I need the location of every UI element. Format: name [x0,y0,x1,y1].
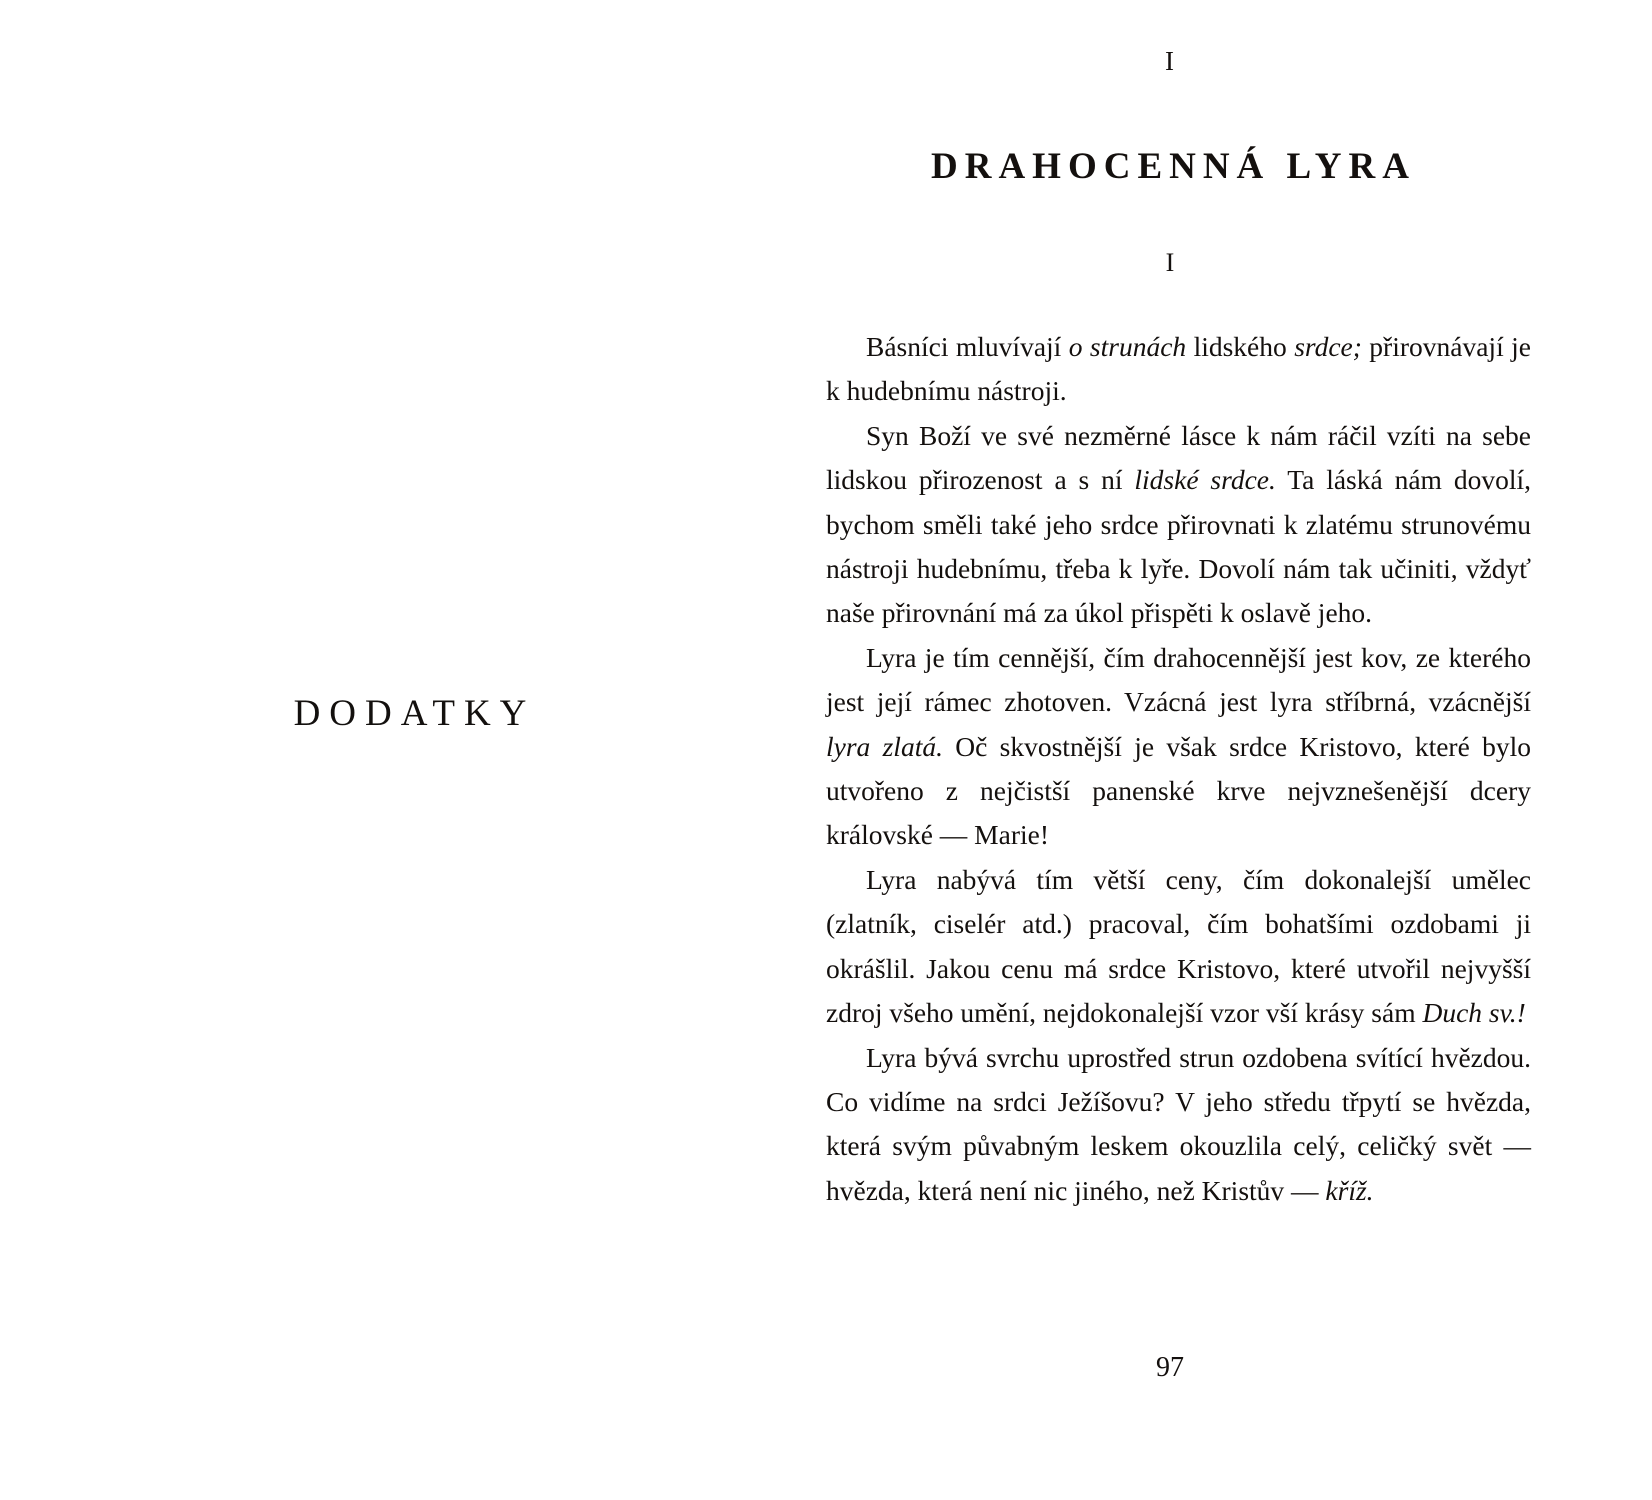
text-run: Lyra bývá svrchu uprostřed strun ozdobena svítící hvězdou. Co vidíme na srdci Ježíšovu? V jeho středu třpytí se hvězda, která svým půvabným leskem okouzlila celý, celičký svět — hvězda, která není nic jiného, než Kristův — [826,1041,1531,1206]
part-number: I [1165,248,1175,277]
text-run: Syn Boží ve své nezměrné lásce k nám ráčil vzíti na sebe lidskou přirozenost a s ní [826,419,1531,496]
paragraph [826,325,1531,414]
paragraph [826,636,1531,858]
emphasis-text: kříž. [1325,1174,1374,1206]
text-run: Ta láská nám dovolí, bychom směli také jeho srdce přirovnati k zlatému strunovému nástroji hudebnímu, třeba k lyře. Dovolí nám tak učiniti, vždyť naše přirovnání má za úkol přispěti k oslavě jeho. [826,464,1531,629]
text-run: Básníci mluvívají [866,331,1069,362]
text-run: přirovnávají je k hudebnímu nástroji. [826,331,1531,407]
left-page [0,0,820,1500]
emphasis-text: o strunách [1068,331,1187,362]
text-run: Oč skvostnější je však srdce Kristovo, které bylo utvořeno z nejčistší panenské krve nejvznešenější dcery královské — Marie! [826,730,1531,851]
right-page [820,0,1652,1500]
text-run: lidského [1186,331,1295,362]
page-number: 97 [1156,1352,1184,1383]
chapter-title: DRAHOCENNÁ LYRA [931,145,1416,187]
paragraph [826,414,1531,636]
paragraph [826,1036,1531,1214]
paragraph [826,858,1531,1036]
emphasis-text: lidské srdce. [1134,464,1276,496]
body-text [826,325,1531,1213]
emphasis-text: Duch sv.! [1422,997,1526,1029]
text-run: Lyra je tím cennější, čím drahocennější jest kov, ze kterého jest její rámec zhotoven. Vzácná jest lyra stříbrná, vzácnější [826,641,1531,718]
emphasis-text: srdce; [1294,331,1362,362]
emphasis-text: lyra zlatá. [826,730,943,762]
section-divider-title: DODATKY [293,693,536,734]
chapter-number: I [1165,46,1175,76]
text-run: Lyra nabývá tím větší ceny, čím dokonalejší umělec (zlatník, ciselér atd.) pracoval, čím bohatšími ozdobami ji okrášlil. Jakou cenu má srdce Kristovo, které utvořil nejvyšší zdroj všeho umění, nejdokonalejší vzor vší krásy sám [826,863,1531,1029]
